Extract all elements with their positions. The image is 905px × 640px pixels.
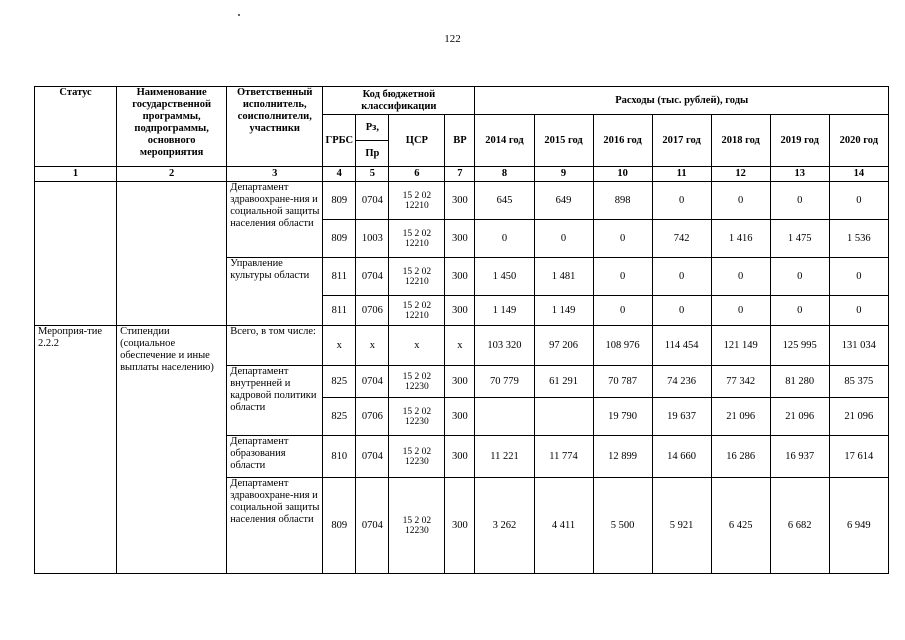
header-year: 2015 год	[534, 115, 593, 167]
value-cell: 103 320	[475, 326, 534, 366]
header-pr: Пр	[356, 141, 389, 167]
grbs-cell: 825	[323, 398, 356, 436]
csr-cell: 15 2 02 12210	[389, 220, 445, 258]
value-cell: 61 291	[534, 366, 593, 398]
csr-cell: 15 2 02 12230	[389, 436, 445, 478]
csr-cell: 15 2 02 12210	[389, 182, 445, 220]
page-number: 122	[444, 33, 461, 45]
column-number: 2	[117, 167, 227, 182]
csr-cell: 15 2 02 12210	[389, 258, 445, 296]
vr-cell: 300	[445, 478, 475, 574]
value-cell: 16 937	[770, 436, 829, 478]
grbs-cell: 809	[323, 478, 356, 574]
value-cell: 1 481	[534, 258, 593, 296]
column-number: 4	[323, 167, 356, 182]
value-cell: 16 286	[711, 436, 770, 478]
value-cell: 125 995	[770, 326, 829, 366]
value-cell: 1 149	[475, 296, 534, 326]
csr-cell: 15 2 02 12230	[389, 398, 445, 436]
vr-cell: 300	[445, 436, 475, 478]
scan-speck	[238, 14, 240, 16]
value-cell: 4 411	[534, 478, 593, 574]
value-cell: 0	[711, 296, 770, 326]
value-cell: 5 500	[593, 478, 652, 574]
value-cell: 85 375	[829, 366, 888, 398]
value-cell: 0	[652, 258, 711, 296]
header-year: 2017 год	[652, 115, 711, 167]
value-cell: 21 096	[770, 398, 829, 436]
grbs-cell: 811	[323, 296, 356, 326]
value-cell: 19 637	[652, 398, 711, 436]
header-year: 2014 год	[475, 115, 534, 167]
grbs-cell: 811	[323, 258, 356, 296]
value-cell: 131 034	[829, 326, 888, 366]
value-cell: 0	[593, 296, 652, 326]
value-cell: 0	[652, 296, 711, 326]
header-csr: ЦСР	[389, 115, 445, 167]
grbs-cell: 810	[323, 436, 356, 478]
csr-cell: 15 2 02 12210	[389, 296, 445, 326]
value-cell: 6 425	[711, 478, 770, 574]
name-cell: Стипендии (социальное обеспечение и иные выплаты населению)	[117, 326, 227, 574]
value-cell: 12 899	[593, 436, 652, 478]
value-cell: 0	[652, 182, 711, 220]
value-cell: 5 921	[652, 478, 711, 574]
value-cell: 11 774	[534, 436, 593, 478]
value-cell	[534, 398, 593, 436]
header-name: Наименование государственной программы, подпрограммы, основного мероприятия	[117, 87, 227, 167]
value-cell: 17 614	[829, 436, 888, 478]
csr-cell: 15 2 02 12230	[389, 478, 445, 574]
value-cell: 14 660	[652, 436, 711, 478]
value-cell: 1 149	[534, 296, 593, 326]
header-budget-code: Код бюджетной классификации	[323, 87, 475, 115]
rzpr-cell: 0706	[356, 398, 389, 436]
vr-cell: 300	[445, 220, 475, 258]
value-cell: 74 236	[652, 366, 711, 398]
column-number: 12	[711, 167, 770, 182]
rzpr-cell: 0704	[356, 478, 389, 574]
value-cell: 6 949	[829, 478, 888, 574]
rzpr-cell: 0704	[356, 436, 389, 478]
grbs-cell: 825	[323, 366, 356, 398]
executor-cell: Департамент образования области	[227, 436, 323, 478]
value-cell: 1 416	[711, 220, 770, 258]
value-cell: 19 790	[593, 398, 652, 436]
column-number: 6	[389, 167, 445, 182]
executor-cell: Департамент внутренней и кадровой политики области	[227, 366, 323, 436]
value-cell: 21 096	[829, 398, 888, 436]
rzpr-cell: 1003	[356, 220, 389, 258]
header-executor: Ответственный исполнитель, соисполнители, участники	[227, 87, 323, 167]
grbs-cell: х	[323, 326, 356, 366]
value-cell: 81 280	[770, 366, 829, 398]
executor-cell: Всего, в том числе:	[227, 326, 323, 366]
header-expenses: Расходы (тыс. рублей), годы	[475, 87, 889, 115]
table-row	[35, 326, 889, 366]
value-cell: 0	[770, 182, 829, 220]
status-cell: Мероприя-тие 2.2.2	[35, 326, 117, 574]
column-number: 14	[829, 167, 888, 182]
value-cell: 898	[593, 182, 652, 220]
value-cell: 742	[652, 220, 711, 258]
rzpr-cell: х	[356, 326, 389, 366]
rzpr-cell: 0704	[356, 366, 389, 398]
value-cell: 0	[534, 220, 593, 258]
value-cell: 0	[475, 220, 534, 258]
value-cell: 0	[770, 258, 829, 296]
rzpr-cell: 0704	[356, 258, 389, 296]
header-vr: ВР	[445, 115, 475, 167]
budget-table	[34, 86, 889, 574]
value-cell: 0	[829, 258, 888, 296]
column-number: 1	[35, 167, 117, 182]
value-cell: 121 149	[711, 326, 770, 366]
value-cell: 0	[829, 182, 888, 220]
value-cell: 70 787	[593, 366, 652, 398]
value-cell: 11 221	[475, 436, 534, 478]
vr-cell: 300	[445, 296, 475, 326]
column-number: 8	[475, 167, 534, 182]
column-number: 10	[593, 167, 652, 182]
header-year: 2016 год	[593, 115, 652, 167]
vr-cell: х	[445, 326, 475, 366]
value-cell: 0	[711, 182, 770, 220]
value-cell	[475, 398, 534, 436]
column-number: 7	[445, 167, 475, 182]
header-year: 2018 год	[711, 115, 770, 167]
column-number: 5	[356, 167, 389, 182]
value-cell: 114 454	[652, 326, 711, 366]
column-number: 3	[227, 167, 323, 182]
value-cell: 1 450	[475, 258, 534, 296]
value-cell: 0	[829, 296, 888, 326]
value-cell: 0	[593, 258, 652, 296]
grbs-cell: 809	[323, 182, 356, 220]
value-cell: 0	[770, 296, 829, 326]
executor-cell: Департамент здравоохране-ния и социальной защиты населения области	[227, 182, 323, 258]
value-cell: 77 342	[711, 366, 770, 398]
value-cell: 21 096	[711, 398, 770, 436]
column-number: 13	[770, 167, 829, 182]
vr-cell: 300	[445, 258, 475, 296]
rzpr-cell: 0704	[356, 182, 389, 220]
value-cell: 3 262	[475, 478, 534, 574]
column-number: 9	[534, 167, 593, 182]
value-cell: 0	[593, 220, 652, 258]
header-year: 2019 год	[770, 115, 829, 167]
header-grbs: ГРБС	[323, 115, 356, 167]
executor-cell: Управление культуры области	[227, 258, 323, 326]
vr-cell: 300	[445, 366, 475, 398]
value-cell: 649	[534, 182, 593, 220]
header-status: Статус	[35, 87, 117, 167]
status-cell	[35, 182, 117, 326]
csr-cell: х	[389, 326, 445, 366]
table-row	[35, 182, 889, 220]
rzpr-cell: 0706	[356, 296, 389, 326]
value-cell: 6 682	[770, 478, 829, 574]
value-cell: 645	[475, 182, 534, 220]
value-cell: 1 536	[829, 220, 888, 258]
vr-cell: 300	[445, 398, 475, 436]
column-number: 11	[652, 167, 711, 182]
csr-cell: 15 2 02 12230	[389, 366, 445, 398]
value-cell: 97 206	[534, 326, 593, 366]
vr-cell: 300	[445, 182, 475, 220]
grbs-cell: 809	[323, 220, 356, 258]
header-rz: Рз,	[356, 115, 389, 141]
value-cell: 70 779	[475, 366, 534, 398]
value-cell: 108 976	[593, 326, 652, 366]
header-year: 2020 год	[829, 115, 888, 167]
value-cell: 0	[711, 258, 770, 296]
executor-cell: Департамент здравоохране-ния и социальной защиты населения области	[227, 478, 323, 574]
name-cell	[117, 182, 227, 326]
value-cell: 1 475	[770, 220, 829, 258]
